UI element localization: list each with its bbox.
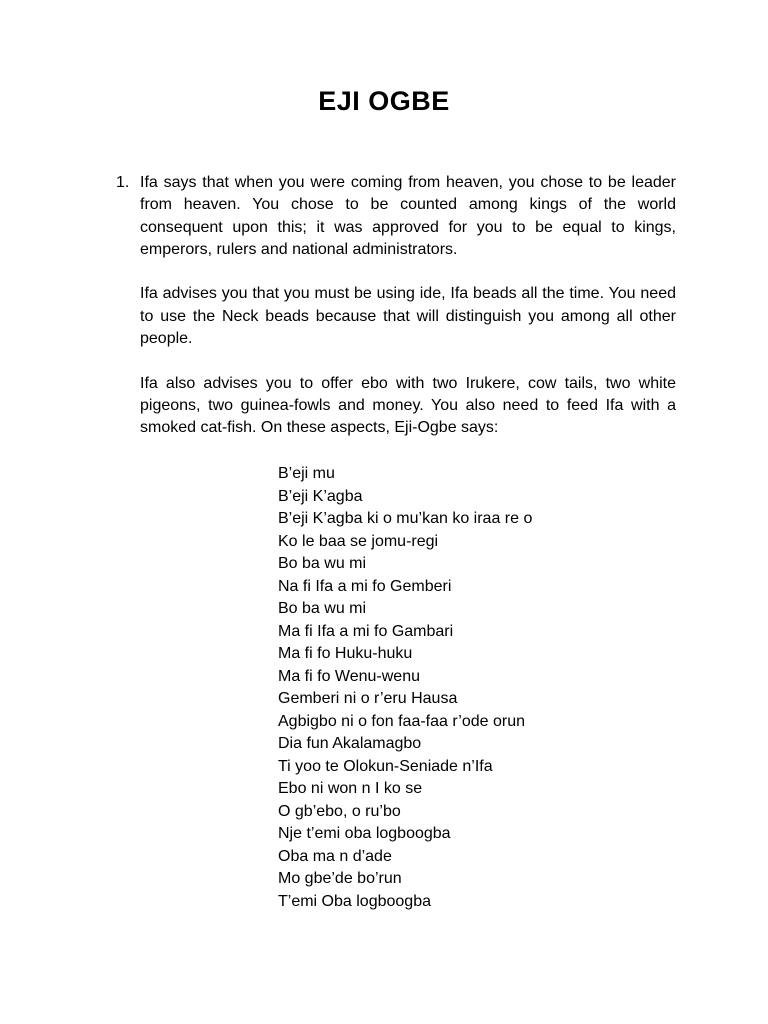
numbered-item xyxy=(116,172,676,462)
verse-line: Ko le baa se jomu-regi xyxy=(278,532,439,550)
page-title: EJI OGBE xyxy=(318,86,450,116)
verse-line: Ma fi fo Wenu-wenu xyxy=(278,667,420,685)
verse-line: B’eji K’agba ki o mu’kan ko iraa re o xyxy=(278,510,533,527)
paragraph: Ifa also advises you to offer ebo with two Irukere, cow tails, two white pigeons, two guinea-fowls and money. You also need to feed Ifa with a smoked cat-fish. On these aspects, Eji-Ogbe says: xyxy=(140,374,676,437)
verse-line: Ma fi Ifa a mi fo Gambari xyxy=(278,622,454,640)
paragraph: Ifa advises you that you must be using ide, Ifa beads all the time. You need to use the Neck beads because that will distinguish you among all other people. xyxy=(140,285,676,348)
verse-line: O gb’ebo, o ru’bo xyxy=(278,802,401,820)
verse-block xyxy=(278,463,532,913)
verse-line: Ebo ni won n I ko se xyxy=(278,780,423,797)
verse-line: Bo ba wu mi xyxy=(278,600,367,617)
verse-line: Nje t’emi oba logboogba xyxy=(278,825,451,842)
verse-line: Na fi Ifa a mi fo Gemberi xyxy=(278,577,452,595)
verse-line: Ma fi fo Huku-huku xyxy=(278,645,413,662)
item-number: 1. xyxy=(116,174,130,191)
verse-line: B’eji mu xyxy=(278,465,335,482)
item-body xyxy=(140,172,676,440)
verse-line: B’eji K’agba xyxy=(278,487,363,505)
verse-line: Ti yoo te Olokun-Seniade n’Ifa xyxy=(278,757,493,775)
verse-line: Agbigbo ni o fon faa-faa r’ode orun xyxy=(278,712,525,730)
verse-line: Oba ma n d’ade xyxy=(278,847,392,865)
verse-line: T’emi Oba logboogba xyxy=(278,892,431,910)
verse-line: Gemberi ni o r’eru Hausa xyxy=(278,690,458,707)
verse-line: Bo ba wu mi xyxy=(278,555,367,572)
verse-line: Dia fun Akalamagbo xyxy=(278,735,422,752)
paragraph: Ifa says that when you were coming from heaven, you chose to be leader from heaven. You chose to be counted among kings of the world consequent upon this; it was approved for you to be equal to kings, emperors, rulers and national administrators. xyxy=(140,174,676,258)
verse-line: Mo gbe’de bo’run xyxy=(278,870,402,887)
